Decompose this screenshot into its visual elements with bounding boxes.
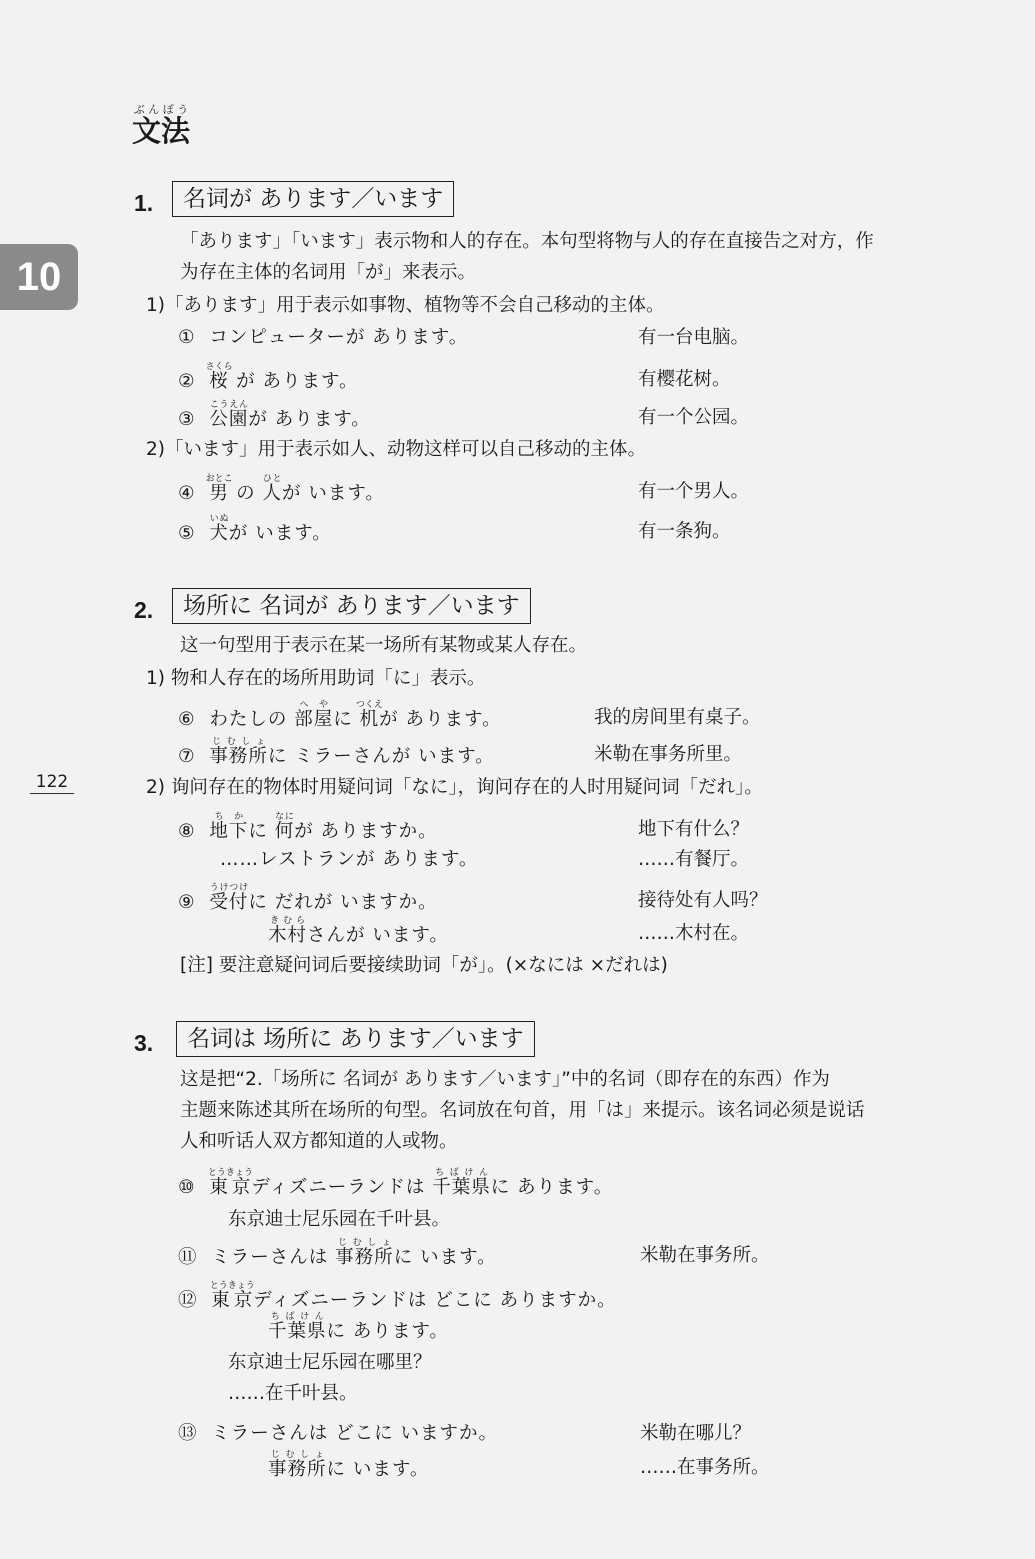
section-title: 文法ぶんぽう xyxy=(132,103,191,148)
example-5-translation: 有一条狗。 xyxy=(638,521,731,542)
example-9: ⑨ 受付うけつけに だれが いますか。 xyxy=(178,883,438,913)
example-12-answer-translation: ……在千叶县。 xyxy=(228,1383,358,1404)
example-3: ③ 公園こうえんが あります。 xyxy=(178,400,371,430)
example-8-translation: 地下有什么？ xyxy=(638,819,750,840)
example-12-translation: 东京迪士尼乐园在哪里？ xyxy=(228,1352,432,1373)
example-9-translation: 接待处有人吗？ xyxy=(638,890,768,911)
example-8: ⑧ 地下ちかに 何なにが ありますか。 xyxy=(178,812,438,842)
example-4: ④ 男おとこ の 人ひとが います。 xyxy=(178,474,385,504)
example-13-answer-translation: ……在事务所。 xyxy=(640,1457,770,1478)
example-13: ⑬ ミラーさんは どこに いますか。 xyxy=(178,1423,499,1444)
s3-pattern-box: 名词は 场所に あります／います xyxy=(176,1021,535,1057)
example-13-answer: 事務所じむしょに います。 xyxy=(268,1450,430,1480)
example-3-translation: 有一个公园。 xyxy=(638,407,750,428)
s1-point-1: 1)「あります」用于表示如事物、植物等不会自己移动的主体。 xyxy=(146,295,665,316)
s1-point-2: 2)「います」用于表示如人、动物这样可以自己移动的主体。 xyxy=(146,439,646,460)
s1-pattern-box: 名词が あります／います xyxy=(172,181,454,217)
example-7-translation: 米勒在事务所里。 xyxy=(594,744,743,765)
example-2-translation: 有樱花树。 xyxy=(638,369,731,390)
example-11-translation: 米勒在事务所。 xyxy=(640,1245,770,1266)
s3-number: 3. xyxy=(134,1030,154,1056)
s3-intro-3: 人和听话人双方都知道的人或物。 xyxy=(180,1131,458,1152)
s3-intro-2: 主题来陈述其所在场所的句型。名词放在句首，用「は」来提示。该名词必须是说话 xyxy=(180,1100,865,1121)
example-1-translation: 有一台电脑。 xyxy=(638,327,750,348)
example-2: ② 桜さくら が あります。 xyxy=(178,362,359,392)
s1-intro-2: 为存在主体的名词用「が」来表示。 xyxy=(180,262,477,283)
s2-pattern-box: 场所に 名词が あります／います xyxy=(172,588,531,624)
example-8-answer-translation: ……有餐厅。 xyxy=(638,849,750,870)
example-9-answer-translation: ……木村在。 xyxy=(638,923,750,944)
example-6-translation: 我的房间里有桌子。 xyxy=(594,707,761,728)
s2-point-2: 2) 询问存在的物体时用疑问词「なに」，询问存在的人时用疑问词「だれ」。 xyxy=(146,777,763,798)
chapter-tab: 10 xyxy=(0,244,78,310)
example-1: ① コンピューターが あります。 xyxy=(178,327,469,348)
example-12-answer: 千葉県ちばけんに あります。 xyxy=(268,1312,449,1342)
example-8-answer: ……レストランが あります。 xyxy=(220,849,479,870)
s1-number: 1. xyxy=(134,190,154,216)
page-number: 122 xyxy=(30,772,74,794)
example-6: ⑥ わたしの 部屋へやに 机つくえが あります。 xyxy=(178,700,502,730)
s3-intro-1: 这是把“2.「场所に 名词が あります／います」”中的名词（即存在的东西）作为 xyxy=(180,1069,830,1090)
example-7: ⑦ 事務所じむしょに ミラーさんが います。 xyxy=(178,737,495,767)
s1-intro-1: 「あります」「います」表示物和人的存在。本句型将物与人的存在直接告之对方，作 xyxy=(180,231,874,252)
example-4-translation: 有一个男人。 xyxy=(638,481,750,502)
example-11: ⑪ ミラーさんは 事務所じむしょに います。 xyxy=(178,1238,497,1268)
example-10: ⑩ 東京とうきょうディズニーランドは 千葉県ちばけんに あります。 xyxy=(178,1168,614,1198)
example-12: ⑫ 東京とうきょうディズニーランドは どこに ありますか。 xyxy=(178,1281,617,1311)
example-10-translation: 东京迪士尼乐园在千叶县。 xyxy=(228,1209,451,1230)
example-5: ⑤ 犬いぬが います。 xyxy=(178,514,332,544)
s2-note: [注] 要注意疑问词后要接续助词「が」。(×なには ×だれは) xyxy=(180,955,668,976)
s2-intro: 这一句型用于表示在某一场所有某物或某人存在。 xyxy=(180,635,588,656)
example-13-translation: 米勒在哪儿？ xyxy=(640,1423,752,1444)
example-9-answer: 木村きむらさんが います。 xyxy=(268,916,449,946)
s2-point-1: 1) 物和人存在的场所用助词「に」表示。 xyxy=(146,668,486,689)
s2-number: 2. xyxy=(134,597,154,623)
